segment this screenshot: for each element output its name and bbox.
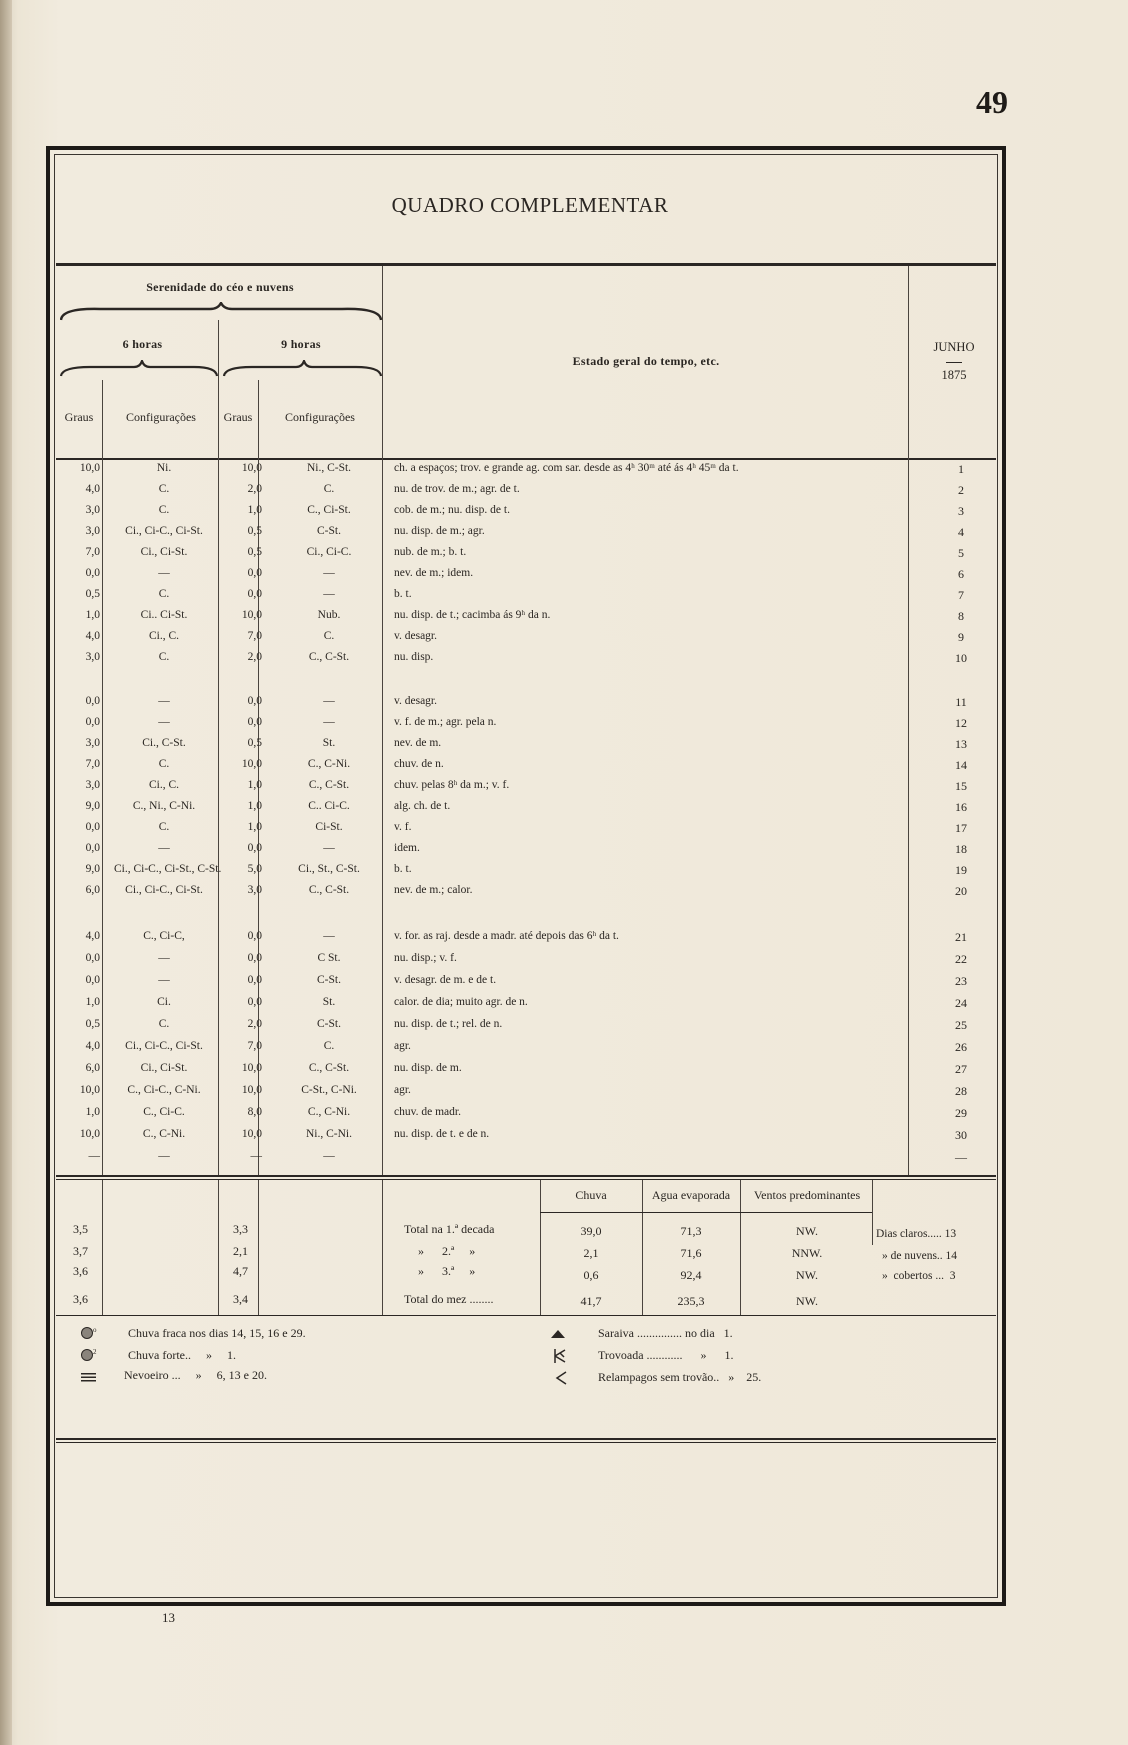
header-9h: 9 horas: [281, 337, 321, 351]
summary-top-rule: [56, 1175, 996, 1177]
table-row: 0,0 — 0,0 C-St. v. desagr. de m. e de t. 23: [85, 974, 967, 988]
header-divider-estado-day: [908, 266, 909, 460]
header-config-6h: Configurações: [126, 410, 196, 424]
page-title: QUADRO COMPLEMENTAR: [391, 193, 669, 217]
page-binding-edge: [0, 0, 12, 1745]
summary-header-ventos: Ventos predominantes: [753, 1188, 861, 1202]
table-row: 4,0 C., Ci-C, 0,0 — v. for. as raj. desde a madr. até depois das 6ʰ da t. 21: [85, 930, 967, 944]
summary-bottom-rule: [56, 1315, 996, 1316]
footnote-light-rain: Chuva fraca nos dias 14, 15, 16 e 29.: [128, 1326, 306, 1340]
month-year-rule: [946, 362, 962, 363]
header-divider-cloud-estado: [382, 266, 383, 460]
summary-col-line-4: [382, 1180, 383, 1315]
summary-header-rule: [540, 1212, 872, 1213]
heavy-rain-icon: [80, 1348, 100, 1362]
table-row: 7,0 Ci., Ci-St. 0,5 Ci., Ci-C. nub. de m.; b. t. 5: [85, 546, 964, 560]
summary-col-line-7: [740, 1180, 741, 1315]
summary-header-agua: Agua evaporada: [651, 1188, 731, 1202]
table-row: 0,5 C. 2,0 C-St. nu. disp. de t.; rel. de n. 25: [85, 1018, 967, 1032]
table-row: 4,0 C. 2,0 C. nu. de trov. de m.; agr. de t. 2: [85, 483, 964, 497]
thunder-icon: [552, 1348, 568, 1364]
table-row: 10,0 C., C-Ni. 10,0 Ni., C-Ni. nu. disp. de t. e de n. 30: [79, 1128, 967, 1142]
footnote-fog: Nevoeiro ... » 6, 13 e 20.: [124, 1368, 267, 1382]
table-row: 0,0 C. 1,0 Ci-St. v. f. 17: [85, 821, 967, 835]
header-year: 1875: [941, 368, 967, 382]
lightning-icon: [554, 1370, 568, 1386]
table-row: 6,0 Ci., Ci-St. 10,0 C., C-St. nu. disp. de m. 27: [85, 1062, 967, 1076]
table-row: 10,0 Ni. 10,0 Ni., C-St. ch. a espaços; trov. e grande ag. com sar. desde as 4ʰ 30ᵐ até ás 4ʰ 45ᵐ da t. 1: [79, 462, 964, 476]
footnote-lightning: Relampagos sem trovão.. » 25.: [598, 1370, 762, 1384]
table-row: — — — — —: [88, 1150, 967, 1164]
hail-icon: [550, 1328, 566, 1340]
table-row: 0,0 — 0,0 — v. desagr. 11: [85, 695, 967, 709]
table-row: 0,5 C. 0,0 — b. t. 7: [85, 588, 964, 602]
footnote-hail: Saraiva ............... no dia 1.: [598, 1326, 733, 1340]
light-rain-icon: [80, 1326, 100, 1340]
table-row: 0,0 — 0,0 — nev. de m.; idem. 6: [85, 567, 964, 581]
svg-text:o: o: [93, 1326, 97, 1334]
header-divider-6h-9h: [218, 320, 219, 460]
page-number: 49: [976, 84, 1008, 120]
table-row: 0,0 — 0,0 — idem. 18: [85, 842, 967, 856]
summary-col-line-1: [102, 1180, 103, 1315]
footnote-heavy-rain: Chuva forte.. » 1.: [128, 1348, 236, 1362]
table-row: 3,0 Ci., Ci-C., Ci-St. 0,5 C-St. nu. disp. de m.; agr. 4: [85, 525, 964, 539]
table-row: 0,0 — 0,0 — v. f. de m.; agr. pela n. 12: [85, 716, 967, 730]
table-row: 7,0 C. 10,0 C., C-Ni. chuv. de n. 14: [85, 758, 967, 772]
summary-col-line-8: [872, 1180, 873, 1245]
footnote-thunder: Trovoada ............ » 1.: [598, 1348, 734, 1362]
table-row: 3,0 C. 2,0 C., C-St. nu. disp. 10: [85, 651, 967, 665]
table-row: 1,0 Ci.. Ci-St. 10,0 Nub. nu. disp. de t.; cacimba ás 9ʰ da n. 8: [85, 609, 964, 623]
header-bottom-rule: [56, 458, 996, 460]
group-brace: [60, 302, 382, 322]
fog-icon: [80, 1370, 98, 1384]
footnote-bottom-rule: [56, 1438, 996, 1440]
hour-braces: [60, 360, 382, 380]
table-row: 4,0 Ci., Ci-C., Ci-St. 7,0 C. agr. 26: [85, 1040, 967, 1054]
table-row: 0,0 — 0,0 C St. nu. disp.; v. f. 22: [85, 952, 967, 966]
svg-text:2: 2: [93, 1348, 97, 1356]
header-graus-6h: Graus: [64, 410, 94, 424]
header-config-9h: Configurações: [285, 410, 355, 424]
signature-mark: 13: [162, 1610, 175, 1625]
table-row: 9,0 C., Ni., C-Ni. 1,0 C.. Ci-C. alg. ch. de t. 16: [85, 800, 967, 814]
footnote-bottom-rule-thin: [56, 1442, 996, 1443]
table-row: 3,0 Ci., C. 1,0 C., C-St. chuv. pelas 8ʰ da m.; v. f. 15: [85, 779, 967, 793]
table-row: 4,0 Ci., C. 7,0 C. v. desagr. 9: [85, 630, 964, 644]
table-row: 3,0 C. 1,0 C., Ci-St. cob. de m.; nu. disp. de t. 3: [85, 504, 964, 518]
summary-header-chuva: Chuva: [575, 1188, 607, 1202]
summary-top-rule-thin: [56, 1179, 996, 1180]
header-estado: Estado geral do tempo, etc.: [572, 354, 720, 368]
summary-col-line-3: [258, 1180, 259, 1315]
header-6h: 6 horas: [122, 337, 163, 351]
header-graus-9h: Graus: [223, 410, 253, 424]
table-row: 6,0 Ci., Ci-C., Ci-St. 3,0 C., C-St. nev. de m.; calor. 20: [85, 884, 967, 898]
header-top-rule: [56, 263, 996, 266]
header-divider-graus9: [258, 380, 259, 460]
cloud-group-header: Serenidade do céo e nuvens: [146, 280, 294, 294]
page: 49 QUADRO COMPLEMENTAR Serenidade do céo e nuvens 6 horas 9 horas Graus Configurações Graus Configurações Estado geral do tempo, etc. JUNHO 1875 10,0 Ni. 10,0 Ni., C-St. ch. a espaços; trov. e grande ag. com sar. desde as 4ʰ 30ᵐ até ás 4ʰ 45ᵐ da t. 1 4,0 C. 2,0 C. nu. de trov. de m.; agr. de t. 2 3,0 C. 1,0 C., Ci-St. cob. de m.; nu. disp. de t. 3 3,0 Ci., Ci-C., Ci-St. 0,5 C-St. nu. disp. de m.; agr. 4 7,0 Ci., Ci-St. 0,5 Ci., Ci-C. nub. de m.; b. t. 5 0,0 — 0,0 — nev. de m.; idem. 6 0,5 C. 0,0 — b. t. 7 1,0 Ci.. Ci-St. 10,0 Nub. nu. disp. de t.; cacimba ás 9ʰ da n. 8 4,0 Ci., C. 7,0 C. v. desagr. 9 3,0 C. 2,0 C., C-St. nu. disp. 10 0,0 — 0,0 — v. desagr. 11 0,0 — 0,0 — v. f. de m.; agr. pela n. 12 3,0 Ci., C-St. 0,5 St. nev. de m. 13 7,0 C. 10,0 C., C-Ni. chuv. de n. 14 3,0 Ci., C. 1,0 C., C-St. chuv. pelas 8ʰ da m.; v. f. 15 9,0 C., Ni., C-Ni. 1,0 C.. Ci-C. alg. ch. de t. 16 0,0 C. 1,0 Ci-St. v. f. 17 0,0 — 0,0 — idem. 18 9,0 Ci., Ci-C., Ci-St., C-St. 5,0 Ci., St., C-St. b. t. 19 6,0 Ci., Ci-C., Ci-St. 3,0 C., C-St. nev. de m.; calor. 20 4,0 C., Ci-C, 0,0 — v. for. as raj. desde a madr. até depois das 6ʰ da t. 21 0,0 — 0,0 C St. nu. disp.; v. f. 22 0,0 — 0,0 C-St. v. desagr. de m. e de t. 23 1,0 Ci. 0,0 St. calor. de dia; muito agr. de n. 24 0,5 C. 2,0 C-St. nu. disp. de t.; rel. de n. 25 4,0 Ci., Ci-C., Ci-St. 7,0 C. agr. 26 6,0 Ci., Ci-St. 10,0 C., C-St. nu. disp. de m. 27 10,0 C., Ci-C., C-Ni. 10,0 C-St., C-Ni. agr. 28 1,0 C., Ci-C. 8,0 C., C-Ni. chuv. de madr. 29 10,0 C., C-Ni. 10,0 Ni., C-Ni. nu. disp. de t. e de n. 30 — — — — — Chuva Agua evaporada Ventos predominantes 3,5 3,3 Total na 1.ª decada 39,0 71,3 NW. Dias claros..... 13 3,7 2,1 » 2.ª » 2,1 71,6 NNW. » de nuvens.. 14 3,6 4,7 » 3.ª » 0,6 92,4 NW. » cobertos ... 3 3,6 3,4 Total do mez ........ 41,7 235,3 NW. o Chuva fraca nos dias 14, 15, 16 e 29. 2 Chuva forte.. » 1. Nevoeiro ... » 6, 13 e 20. Saraiva ............... no dia 1. Trovoada ............ » 1. Relampagos sem trovão.. » 25. 13: [0, 0, 1128, 1745]
table-row: 1,0 Ci. 0,0 St. calor. de dia; muito agr. de n. 24: [85, 996, 967, 1010]
header-divider-graus6: [102, 380, 103, 460]
table-row: 10,0 C., Ci-C., C-Ni. 10,0 C-St., C-Ni. agr. 28: [79, 1084, 967, 1098]
header-month: JUNHO: [933, 340, 975, 354]
table-row: 1,0 C., Ci-C. 8,0 C., C-Ni. chuv. de madr. 29: [85, 1106, 967, 1120]
table-row: 9,0 Ci., Ci-C., Ci-St., C-St. 5,0 Ci., St., C-St. b. t. 19: [85, 863, 967, 877]
table-row: 3,0 Ci., C-St. 0,5 St. nev. de m. 13: [85, 737, 967, 751]
